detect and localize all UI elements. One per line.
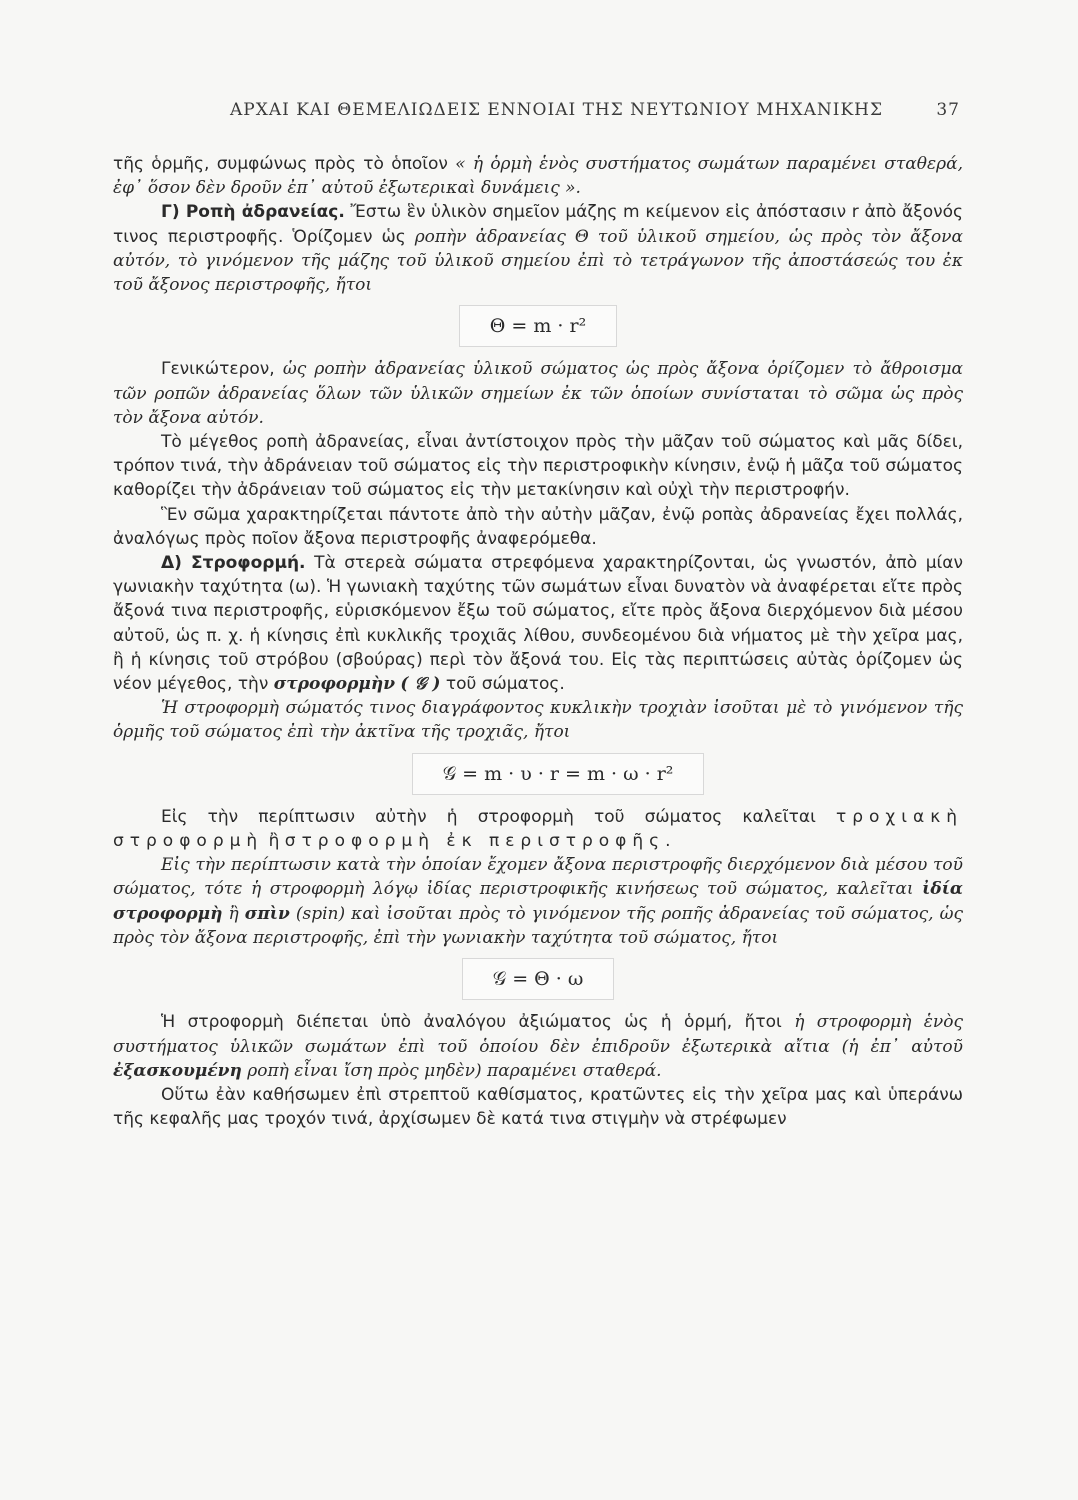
text: Εἰς τὴν περίπτωσιν κατὰ τὴν ὁποίαν ἔχομεν ἄξονα περιστροφῆς διερχόμενον διὰ μέσου τοῦ σώματος, τότε ἡ στροφορμὴ λόγῳ ἰδίας περιστροφικῆς κινήσεως τοῦ σώματος, καλεῖται <box>113 855 963 900</box>
paragraph: Τὸ μέγεθος ροπὴ ἀδρανείας, εἶναι ἀντίστοιχον πρὸς τὴν μᾶζαν τοῦ σώματος καὶ μᾶς δίδει, τρόπον τινά, τὴν ἀδράνειαν τοῦ σώματος εἰς τὴν περιστροφικὴν κίνησιν, ἐνῷ ἡ μᾶζα τοῦ σώματος καθορίζει τὴν ἀδράνειαν τοῦ σώματος εἰς τὴν μετακίνησιν καὶ οὐχὶ τὴν περιστροφήν. <box>113 432 963 501</box>
text: Τὰ στερεὰ σώματα στρεφόμενα χαρακτηρίζονται, ὡς γνωστόν, ἀπὸ μίαν γωνιακὴν ταχύτητα (ω). Ἡ γωνιακὴ ταχύτης τῶν σωμάτων εἶναι δυνατὸν νὰ ἀναφέρεται εἴτε πρὸς ἄξονά τινα περιστροφῆς, εὑρισκόμενον ἔξω τοῦ σώματος, εἴτε πρὸς ἄξονα διερχόμενον διὰ μέσου αὐτοῦ, ὡς π. χ. ἡ κίνησις ἐπὶ κυκλικῆς τροχιᾶς λίθου, συνδεομένου διὰ νήματος μὲ τὴν χεῖρα μας, ἢ ἡ κίνησις τοῦ στρόβου (σβούρας) περὶ τὸν ἄξονά του. Εἰς τὰς περιπτώσεις αὐτὰς ὁρίζομεν ὡς νέον μέγεθος, τὴν <box>113 553 963 695</box>
formula-spin: 𝒢 = Θ · ω <box>462 958 615 1000</box>
formula-moment-of-inertia: Θ = m · r² <box>459 305 617 347</box>
spaced-term: τροχιακὴ στροφορμὴ <box>113 806 963 852</box>
bold-italic-term: σπὶν <box>244 903 290 924</box>
paragraph-spin <box>113 853 963 950</box>
text: Ἡ στροφορμὴ διέπεται ὑπὸ ἀναλόγου ἀξιώματος ὡς ἡ ὁρμή, ἤτοι <box>161 1012 795 1033</box>
bold-italic-term: ἐξασκουμένη <box>113 1060 242 1081</box>
text: τοῦ σώματος. <box>440 674 565 695</box>
bold-italic-term: στροφορμὴν <box>273 674 395 695</box>
paragraph: Ἡ στροφορμὴ σώματός τινος διαγράφοντος κυκλικὴν τροχιὰν ἰσοῦται μὲ τὸ γινόμενον τῆς ὁρμῆς τοῦ σώματος ἐπὶ τὴν ἀκτῖνα τῆς τροχιᾶς, ἤτοι <box>113 698 963 743</box>
formula-angular-momentum: 𝒢 = m · υ · r = m · ω · r² <box>412 753 705 795</box>
text: Ἔστω ἓν ὑλικὸν σημεῖον μάζης m κείμενον εἰς ἀπόστασιν r ἀπὸ ἄξονός τινος περιστροφῆς. Ὁρίζομεν ὡς <box>113 202 963 247</box>
paragraph <box>113 152 963 200</box>
paragraph <box>113 1010 963 1083</box>
paragraph <box>113 805 963 853</box>
paragraph <box>113 357 963 430</box>
formula-block <box>113 958 963 1000</box>
paragraph: Οὕτω ἐὰν καθήσωμεν ἐπὶ στρεπτοῦ καθίσματος, κρατῶντες εἰς τὴν χεῖρα μας καὶ ὑπεράνω τῆς κεφαλῆς μας τροχόν τινά, ἀρχίσωμεν δὲ κατά τινα στιγμὴν νὰ στρέφωμεν <box>113 1084 963 1130</box>
section-heading: Δ) Στροφορμή. <box>161 553 306 574</box>
formula-block <box>113 753 963 795</box>
text: ἢ <box>222 903 245 924</box>
angular-momentum-symbol: ( 𝒢 ) <box>400 674 441 695</box>
header-title: ΑΡΧΑΙ ΚΑΙ ΘΕΜΕΛΙΩΔΕΙΣ ΕΝΝΟΙΑΙ ΤΗΣ ΝΕΥΤΩΝΙΟΥ ΜΗΧΑΝΙΚΗΣ <box>230 100 884 120</box>
formula-block <box>113 305 963 347</box>
italic-text: « ἡ ὁρμὴ ἑνὸς συστήματος σωμάτων παραμένει σταθερά, ἐφ᾿ ὅσον δὲν δροῦν ἐπ᾿ αὐτοῦ ἐξωτερικαὶ δυνάμεις ». <box>113 154 963 199</box>
section-heading: Γ) Ροπὴ ἀδρανείας. <box>161 202 345 223</box>
text: ἢ <box>263 831 285 852</box>
page-number: 37 <box>936 100 960 120</box>
running-header <box>230 100 960 120</box>
bold-italic-term: ἰδία στροφορμὴ <box>113 879 963 924</box>
paragraph: Ἓν σῶμα χαρακτηρίζεται πάντοτε ἀπὸ τὴν αὐτὴν μᾶζαν, ἐνῷ ροπὰς ἀδρανείας ἔχει πολλάς, ἀναλόγως πρὸς ποῖον ἄξονα περιστροφῆς ἀναφερόμεθα. <box>113 504 963 549</box>
italic-text: ὡς ροπὴν ἀδρανείας ὑλικοῦ σώματος ὡς πρὸς ἄξονα ὁρίζομεν τὸ ἄθροισμα τῶν ροπῶν ἀδρανείας ὅλων τῶν ὑλικῶν σημείων ἐκ τῶν ὁποίων συνίσταται τὸ σῶμα ὡς πρὸς τὸν ἄξονα αὐτόν. <box>113 359 963 428</box>
spaced-term: στροφορμὴ ἐκ περιστροφῆς. <box>284 831 677 852</box>
page-body <box>113 152 963 1131</box>
paragraph-angular-momentum <box>113 551 963 696</box>
text: Εἰς τὴν περίπτωσιν αὐτὴν ἡ στροφορμὴ τοῦ σώματος καλεῖται <box>161 806 836 827</box>
text: Γενικώτερον, <box>161 359 283 380</box>
text: τῆς ὁρμῆς, συμφώνως πρὸς τὸ ὁποῖον <box>113 154 456 174</box>
italic-text: ροπὴ εἶναι ἴση πρὸς μηδὲν) παραμένει σταθερά. <box>241 1060 662 1081</box>
italic-text: ροπὴν ἀδρανείας Θ τοῦ ὑλικοῦ σημείου, ὡς πρὸς τὸν ἄξονα αὐτόν, τὸ γινόμενον τῆς μάζης τοῦ ὑλικοῦ σημείου ἐπὶ τὸ τετράγωνον τῆς ἀποστάσεώς του ἐκ τοῦ ἄξονος περιστροφῆς, ἤτοι <box>113 226 963 296</box>
paragraph-moment-of-inertia <box>113 200 963 297</box>
text: (spin) καὶ ἰσοῦται πρὸς τὸ γινόμενον τῆς ροπῆς ἀδρανείας τοῦ σώματος, ὡς πρὸς τὸν ἄξονα περιστροφῆς, ἐπὶ τὴν γωνιακὴν ταχύτητα τοῦ σώματος, ἤτοι <box>113 903 963 948</box>
italic-text: ἡ στροφορμὴ ἑνὸς συστήματος ὑλικῶν σωμάτων ἐπὶ τοῦ ὁποίου δὲν ἐπιδροῦν ἐξωτερικὰ αἴτια (ἡ ἐπ᾿ αὐτοῦ <box>113 1012 963 1057</box>
